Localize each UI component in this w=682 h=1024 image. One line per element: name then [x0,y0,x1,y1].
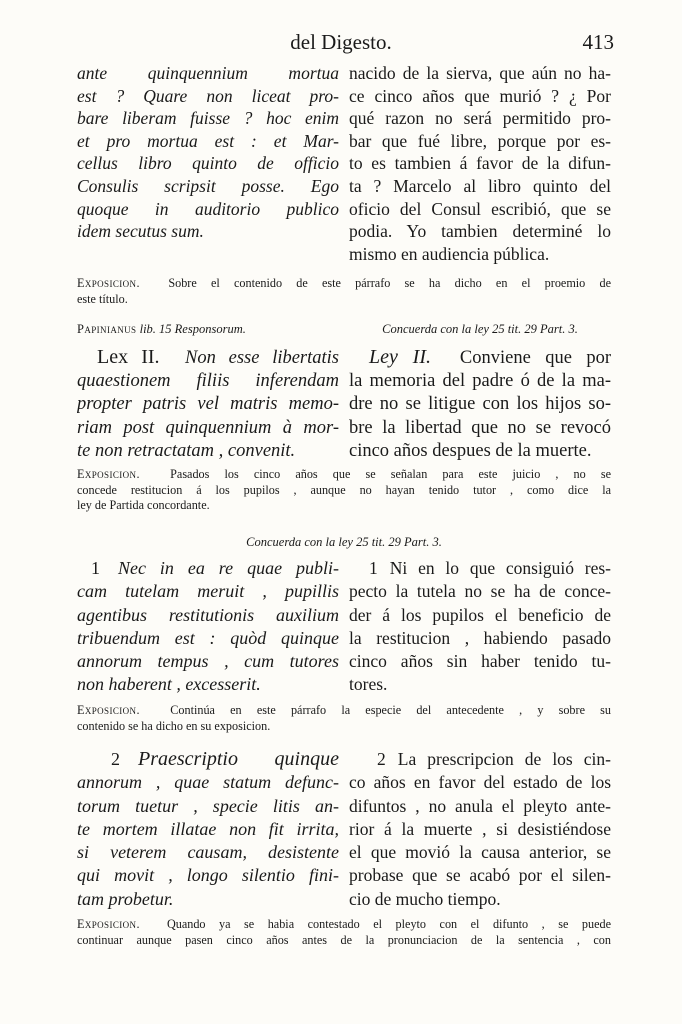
latin-line: et pro mortua est : et Mar- [77,130,339,151]
spanish-line: der á los pupilos el beneficio de [349,604,611,625]
latin-line: cam tutelam meruit , pupillis [77,581,339,602]
latin-line: torum tuetur , specie litis an- [77,795,339,816]
paragraph-number: 2 [111,749,120,769]
latin-line: Consulis scripsit posse. Ego [77,175,339,196]
spanish-line: dre no se litigue con los hijos so- [349,394,611,415]
latin-line: est ? Quare non liceat pro- [77,85,339,106]
exposicion-label: Exposicion. [77,917,140,931]
page-header [0,30,682,60]
spanish-line: La prescripcion de los cin- [397,749,611,769]
spanish-line: cinco años sin haber tenido tu- [349,651,611,672]
spanish-line: la memoria del padre ó de la ma- [349,371,611,392]
paragraph-2 [77,748,611,911]
spanish-line: mismo en audiencia pública. [349,243,550,264]
exposicion-text: ley de Partida concordante. [77,498,210,512]
latin-column [77,557,339,697]
spanish-line: probase que se acabó por el silen- [349,865,611,886]
latin-line: si veterem causam, desistente [77,842,339,863]
latin-line: non haberent , excesserit. [77,674,261,695]
exposicion-note [77,276,611,307]
exposicion-text: continuar aunque pasen cinco años antes de la pronunciacion de la sentencia , con [77,932,611,947]
latin-line: quoque in auditorio publico [77,198,339,219]
exposicion-text: contenido se ha dicho en su exposicion. [77,718,271,733]
lex-label: Lex II. [97,346,160,368]
latin-line: Non esse libertatis [185,348,339,368]
spanish-line: to es tambien á favor de la difun- [349,153,611,174]
page-number: 413 [582,30,614,54]
paragraph-number: 2 [377,749,386,769]
latin-line: cellus libro quinto de officio [77,153,339,174]
latin-line: quaestionem filiis inferendam [77,371,339,392]
spanish-line: podia. Yo tambien determiné lo [349,221,611,242]
latin-line: ante quinquennium mortua [77,63,339,83]
latin-line: bare liberam fuisse ? hoc enim [77,108,339,129]
spanish-column [349,346,611,463]
paragraph-1 [77,557,611,697]
latin-line: qui movit , longo silentio fini- [77,865,339,886]
latin-column [77,748,339,911]
running-title: del Digesto. [290,30,392,54]
spanish-line: nacido de la sierva, que aún no ha- [349,63,611,83]
latin-line: riam post quinquennium à mor- [77,417,339,438]
spanish-line: rior á la muerte , si desistiéndose [349,818,611,839]
latin-column [77,62,339,265]
latin-line: idem secutus sum. [77,221,204,242]
spanish-line: tores. [349,674,388,695]
exposicion-text: Pasados los cinco años que se señalan para este juicio , no se [170,467,611,481]
exposicion-text: Continúa en este párrafo la especie del antecedente , y sobre su [170,703,611,717]
latin-line: te non retractatam , convenit. [77,440,296,461]
latin-line: annorum tempus , cum tutores [77,651,339,672]
spanish-line: qué razon no será permitido pro- [349,108,611,129]
exposicion-text: Quando ya se habia contestado el pleyto con el difunto , se puede [166,917,611,931]
latin-line: Nec in ea re quae publi- [118,558,339,578]
source-citation: lib. 15 Responsorum. [139,322,246,336]
latin-line: agentibus restitutionis auxilium [77,604,339,625]
exposicion-label: Exposicion. [77,703,140,717]
latin-line: annorum , quae statum defunc- [77,772,339,793]
concordance-citation: Concuerda con la ley 25 tit. 29 Part. 3. [246,535,442,549]
spanish-line: difuntos , no anula el pleyto ante- [349,795,611,816]
exposicion-label: Exposicion. [77,467,140,481]
spanish-column [349,557,611,697]
exposicion-note [77,703,611,734]
paragraph-number: 1 [369,558,378,578]
spanish-line: Conviene que por [459,348,611,368]
spanish-line: cio de mucho tiempo. [349,888,501,909]
exposicion-label: Exposicion. [77,276,140,290]
exposicion-text: Sobre el contenido de este párrafo se ha dicho en el proemio de [168,276,611,290]
spanish-line: ce cinco años que murió ? ¿ Por [349,85,611,106]
latin-line: propter patris vel matris memo- [77,394,339,415]
spanish-line: la restitucion , habiendo pasado [349,627,611,648]
spanish-line: cinco años despues de la muerte. [349,440,592,461]
latin-column [77,346,339,463]
concordance-citation: Concuerda con la ley 25 tit. 29 Part. 3. [382,322,578,336]
spanish-line: bre la libertad que no se revocó [349,417,611,438]
exposicion-text: este título. [77,291,128,306]
latin-line: tribuendum est : quòd quinque [77,627,339,648]
section-continuation [77,62,611,265]
ley-label: Ley II. [369,346,432,368]
author-citation: Papinianus [77,322,137,336]
spanish-column [349,748,611,911]
spanish-line: pecto la tutela no se ha de conce- [349,581,611,602]
exposicion-note [77,467,611,514]
exposicion-note [77,917,611,948]
exposicion-text: concede restitucion á los pupilos , aunque no hayan tenido tutor , como dice la [77,482,611,497]
spanish-line: el que movió la causa anterior, se [349,842,611,863]
lex-ii [77,346,611,463]
spanish-line: Ni en lo que consiguió res- [389,558,611,578]
spanish-line: co años en favor del estado de los [349,772,611,793]
spanish-line: oficio del Consul escribió, que se [349,198,611,219]
spanish-line: bar que fué libre, porque por es- [349,130,611,151]
citation-row [77,322,611,337]
latin-line: te mortem illatae non fit irrita, [77,818,339,839]
spanish-line: ta ? Marcelo al libro quinto del [349,175,611,196]
latin-line: Praescriptio quinque [138,748,339,770]
spanish-column [349,62,611,265]
latin-line: tam probetur. [77,888,174,909]
paragraph-number: 1 [91,558,100,578]
